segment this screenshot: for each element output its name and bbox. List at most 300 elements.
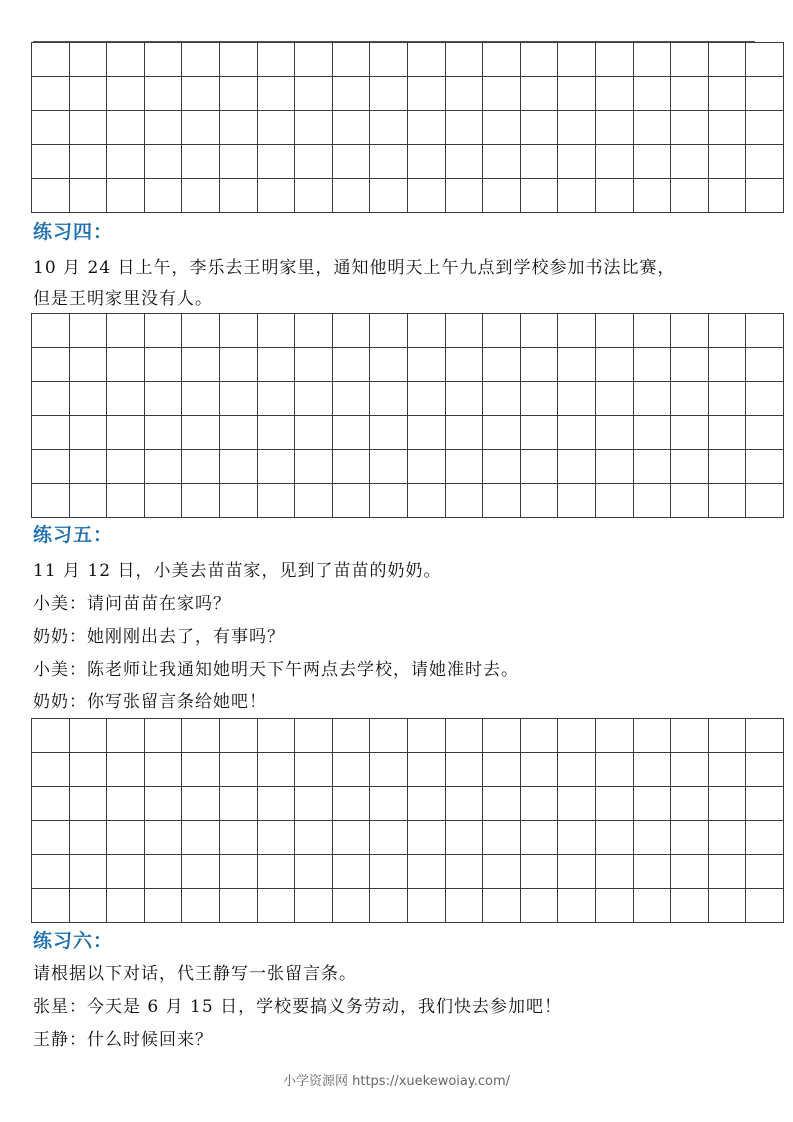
grid-cell[interactable] (370, 111, 408, 145)
grid-cell[interactable] (483, 484, 521, 518)
grid-cell[interactable] (182, 348, 220, 382)
grid-cell[interactable] (370, 179, 408, 213)
grid-cell[interactable] (445, 719, 483, 753)
grid-cell[interactable] (520, 77, 558, 111)
grid-cell[interactable] (332, 889, 370, 923)
grid-cell[interactable] (257, 314, 295, 348)
writing-grid-3[interactable] (31, 718, 784, 923)
grid-cell[interactable] (407, 145, 445, 179)
grid-cell[interactable] (107, 450, 145, 484)
grid-cell[interactable] (746, 855, 784, 889)
grid-cell[interactable] (483, 145, 521, 179)
grid-cell[interactable] (595, 484, 633, 518)
grid-cell[interactable] (257, 787, 295, 821)
grid-cell[interactable] (445, 416, 483, 450)
grid-cell[interactable] (708, 484, 746, 518)
grid-cell[interactable] (107, 753, 145, 787)
grid-cell[interactable] (370, 855, 408, 889)
grid-cell[interactable] (219, 111, 257, 145)
grid-cell[interactable] (107, 145, 145, 179)
grid-cell[interactable] (520, 348, 558, 382)
grid-cell[interactable] (633, 787, 671, 821)
grid-cell[interactable] (671, 43, 709, 77)
grid-cell[interactable] (483, 889, 521, 923)
grid-cell[interactable] (182, 43, 220, 77)
grid-cell[interactable] (107, 43, 145, 77)
grid-cell[interactable] (295, 821, 333, 855)
grid-cell[interactable] (483, 77, 521, 111)
grid-cell[interactable] (69, 416, 107, 450)
grid-cell[interactable] (746, 787, 784, 821)
grid-cell[interactable] (483, 719, 521, 753)
grid-cell[interactable] (69, 111, 107, 145)
grid-cell[interactable] (445, 77, 483, 111)
grid-cell[interactable] (370, 314, 408, 348)
grid-cell[interactable] (182, 314, 220, 348)
grid-cell[interactable] (595, 855, 633, 889)
grid-cell[interactable] (708, 855, 746, 889)
grid-cell[interactable] (633, 314, 671, 348)
grid-cell[interactable] (445, 179, 483, 213)
grid-cell[interactable] (520, 43, 558, 77)
grid-cell[interactable] (445, 821, 483, 855)
grid-cell[interactable] (633, 484, 671, 518)
grid-cell[interactable] (445, 753, 483, 787)
grid-cell[interactable] (445, 484, 483, 518)
grid-cell[interactable] (595, 145, 633, 179)
grid-cell[interactable] (295, 348, 333, 382)
grid-cell[interactable] (483, 787, 521, 821)
grid-cell[interactable] (708, 416, 746, 450)
grid-cell[interactable] (182, 382, 220, 416)
grid-cell[interactable] (144, 787, 182, 821)
grid-cell[interactable] (370, 348, 408, 382)
grid-cell[interactable] (107, 77, 145, 111)
grid-cell[interactable] (595, 348, 633, 382)
grid-cell[interactable] (407, 719, 445, 753)
grid-cell[interactable] (32, 314, 70, 348)
grid-cell[interactable] (32, 450, 70, 484)
grid-cell[interactable] (257, 77, 295, 111)
grid-cell[interactable] (633, 416, 671, 450)
grid-cell[interactable] (558, 855, 596, 889)
grid-cell[interactable] (407, 43, 445, 77)
writing-grid-2[interactable] (31, 313, 784, 518)
grid-cell[interactable] (633, 145, 671, 179)
grid-cell[interactable] (445, 787, 483, 821)
grid-cell[interactable] (407, 855, 445, 889)
grid-cell[interactable] (332, 145, 370, 179)
grid-cell[interactable] (69, 43, 107, 77)
grid-cell[interactable] (144, 450, 182, 484)
grid-cell[interactable] (708, 450, 746, 484)
grid-cell[interactable] (407, 111, 445, 145)
grid-cell[interactable] (558, 484, 596, 518)
grid-cell[interactable] (32, 753, 70, 787)
grid-cell[interactable] (32, 889, 70, 923)
grid-cell[interactable] (708, 77, 746, 111)
grid-cell[interactable] (32, 145, 70, 179)
grid-cell[interactable] (633, 382, 671, 416)
grid-cell[interactable] (633, 111, 671, 145)
grid-cell[interactable] (595, 719, 633, 753)
grid-cell[interactable] (219, 484, 257, 518)
grid-cell[interactable] (558, 111, 596, 145)
grid-cell[interactable] (407, 787, 445, 821)
grid-cell[interactable] (332, 77, 370, 111)
grid-cell[interactable] (257, 855, 295, 889)
grid-cell[interactable] (407, 889, 445, 923)
grid-cell[interactable] (219, 179, 257, 213)
grid-cell[interactable] (69, 821, 107, 855)
grid-cell[interactable] (69, 382, 107, 416)
grid-cell[interactable] (445, 382, 483, 416)
grid-cell[interactable] (144, 43, 182, 77)
grid-cell[interactable] (445, 43, 483, 77)
grid-cell[interactable] (107, 889, 145, 923)
grid-cell[interactable] (332, 111, 370, 145)
grid-cell[interactable] (708, 821, 746, 855)
grid-cell[interactable] (219, 821, 257, 855)
grid-cell[interactable] (144, 348, 182, 382)
grid-cell[interactable] (746, 719, 784, 753)
grid-cell[interactable] (182, 889, 220, 923)
grid-cell[interactable] (370, 889, 408, 923)
grid-cell[interactable] (69, 719, 107, 753)
grid-cell[interactable] (483, 348, 521, 382)
grid-cell[interactable] (182, 111, 220, 145)
grid-cell[interactable] (671, 77, 709, 111)
grid-cell[interactable] (144, 855, 182, 889)
grid-cell[interactable] (445, 450, 483, 484)
grid-cell[interactable] (370, 450, 408, 484)
grid-cell[interactable] (558, 314, 596, 348)
grid-cell[interactable] (558, 348, 596, 382)
grid-cell[interactable] (595, 416, 633, 450)
grid-cell[interactable] (295, 179, 333, 213)
grid-cell[interactable] (144, 111, 182, 145)
grid-cell[interactable] (32, 855, 70, 889)
grid-cell[interactable] (107, 787, 145, 821)
grid-cell[interactable] (746, 145, 784, 179)
grid-cell[interactable] (445, 145, 483, 179)
grid-cell[interactable] (370, 43, 408, 77)
grid-cell[interactable] (483, 416, 521, 450)
grid-cell[interactable] (558, 145, 596, 179)
grid-cell[interactable] (107, 179, 145, 213)
grid-cell[interactable] (69, 450, 107, 484)
grid-cell[interactable] (558, 821, 596, 855)
grid-cell[interactable] (332, 753, 370, 787)
grid-cell[interactable] (558, 179, 596, 213)
grid-cell[interactable] (746, 348, 784, 382)
grid-cell[interactable] (520, 416, 558, 450)
grid-cell[interactable] (558, 416, 596, 450)
grid-cell[interactable] (295, 77, 333, 111)
grid-cell[interactable] (520, 450, 558, 484)
grid-cell[interactable] (708, 382, 746, 416)
grid-cell[interactable] (407, 179, 445, 213)
grid-cell[interactable] (633, 821, 671, 855)
grid-cell[interactable] (257, 179, 295, 213)
grid-cell[interactable] (558, 450, 596, 484)
grid-cell[interactable] (520, 111, 558, 145)
grid-cell[interactable] (295, 484, 333, 518)
grid-cell[interactable] (746, 416, 784, 450)
grid-cell[interactable] (219, 77, 257, 111)
grid-cell[interactable] (671, 787, 709, 821)
grid-cell[interactable] (107, 416, 145, 450)
grid-cell[interactable] (182, 450, 220, 484)
grid-cell[interactable] (32, 179, 70, 213)
grid-cell[interactable] (182, 416, 220, 450)
grid-cell[interactable] (671, 821, 709, 855)
grid-cell[interactable] (595, 314, 633, 348)
grid-cell[interactable] (32, 821, 70, 855)
grid-cell[interactable] (332, 314, 370, 348)
grid-cell[interactable] (746, 450, 784, 484)
grid-cell[interactable] (407, 348, 445, 382)
grid-cell[interactable] (558, 753, 596, 787)
grid-cell[interactable] (671, 450, 709, 484)
grid-cell[interactable] (295, 719, 333, 753)
grid-cell[interactable] (295, 450, 333, 484)
grid-cell[interactable] (370, 416, 408, 450)
grid-cell[interactable] (370, 719, 408, 753)
grid-cell[interactable] (558, 382, 596, 416)
grid-cell[interactable] (32, 719, 70, 753)
grid-cell[interactable] (520, 314, 558, 348)
grid-cell[interactable] (671, 719, 709, 753)
grid-cell[interactable] (633, 889, 671, 923)
grid-cell[interactable] (558, 77, 596, 111)
grid-cell[interactable] (295, 145, 333, 179)
grid-cell[interactable] (407, 484, 445, 518)
grid-cell[interactable] (219, 145, 257, 179)
grid-cell[interactable] (708, 719, 746, 753)
grid-cell[interactable] (708, 314, 746, 348)
grid-cell[interactable] (107, 111, 145, 145)
grid-cell[interactable] (370, 753, 408, 787)
grid-cell[interactable] (107, 719, 145, 753)
grid-cell[interactable] (746, 484, 784, 518)
grid-cell[interactable] (332, 179, 370, 213)
grid-cell[interactable] (708, 348, 746, 382)
grid-cell[interactable] (483, 314, 521, 348)
grid-cell[interactable] (182, 77, 220, 111)
grid-cell[interactable] (445, 348, 483, 382)
grid-cell[interactable] (370, 382, 408, 416)
grid-cell[interactable] (520, 179, 558, 213)
grid-cell[interactable] (257, 348, 295, 382)
grid-cell[interactable] (708, 145, 746, 179)
grid-cell[interactable] (633, 43, 671, 77)
grid-cell[interactable] (407, 314, 445, 348)
grid-cell[interactable] (257, 43, 295, 77)
grid-cell[interactable] (219, 855, 257, 889)
grid-cell[interactable] (332, 855, 370, 889)
grid-cell[interactable] (295, 314, 333, 348)
grid-cell[interactable] (746, 179, 784, 213)
grid-cell[interactable] (182, 855, 220, 889)
grid-cell[interactable] (633, 77, 671, 111)
grid-cell[interactable] (69, 179, 107, 213)
grid-cell[interactable] (407, 450, 445, 484)
grid-cell[interactable] (595, 179, 633, 213)
grid-cell[interactable] (32, 43, 70, 77)
grid-cell[interactable] (633, 719, 671, 753)
grid-cell[interactable] (370, 821, 408, 855)
grid-cell[interactable] (69, 145, 107, 179)
grid-cell[interactable] (595, 382, 633, 416)
grid-cell[interactable] (671, 855, 709, 889)
grid-cell[interactable] (746, 889, 784, 923)
grid-cell[interactable] (69, 314, 107, 348)
grid-cell[interactable] (295, 382, 333, 416)
grid-cell[interactable] (144, 77, 182, 111)
grid-cell[interactable] (708, 111, 746, 145)
grid-cell[interactable] (182, 145, 220, 179)
grid-cell[interactable] (595, 753, 633, 787)
grid-cell[interactable] (520, 889, 558, 923)
grid-cell[interactable] (332, 821, 370, 855)
grid-cell[interactable] (370, 787, 408, 821)
grid-cell[interactable] (483, 43, 521, 77)
grid-cell[interactable] (69, 855, 107, 889)
grid-cell[interactable] (219, 43, 257, 77)
grid-cell[interactable] (69, 348, 107, 382)
grid-cell[interactable] (445, 889, 483, 923)
grid-cell[interactable] (483, 382, 521, 416)
grid-cell[interactable] (32, 484, 70, 518)
grid-cell[interactable] (219, 314, 257, 348)
grid-cell[interactable] (671, 348, 709, 382)
grid-cell[interactable] (595, 821, 633, 855)
grid-cell[interactable] (219, 450, 257, 484)
grid-cell[interactable] (671, 382, 709, 416)
grid-cell[interactable] (107, 382, 145, 416)
grid-cell[interactable] (182, 787, 220, 821)
grid-cell[interactable] (671, 484, 709, 518)
grid-cell[interactable] (332, 719, 370, 753)
grid-cell[interactable] (595, 111, 633, 145)
grid-cell[interactable] (107, 484, 145, 518)
grid-cell[interactable] (595, 450, 633, 484)
grid-cell[interactable] (445, 314, 483, 348)
grid-cell[interactable] (144, 821, 182, 855)
grid-cell[interactable] (520, 787, 558, 821)
grid-cell[interactable] (32, 787, 70, 821)
grid-cell[interactable] (332, 484, 370, 518)
grid-cell[interactable] (671, 111, 709, 145)
grid-cell[interactable] (671, 179, 709, 213)
grid-cell[interactable] (671, 416, 709, 450)
grid-cell[interactable] (219, 348, 257, 382)
grid-cell[interactable] (69, 753, 107, 787)
grid-cell[interactable] (520, 855, 558, 889)
grid-cell[interactable] (558, 787, 596, 821)
grid-cell[interactable] (182, 753, 220, 787)
grid-cell[interactable] (144, 889, 182, 923)
grid-cell[interactable] (257, 111, 295, 145)
grid-cell[interactable] (257, 719, 295, 753)
grid-cell[interactable] (558, 43, 596, 77)
grid-cell[interactable] (520, 484, 558, 518)
grid-cell[interactable] (671, 889, 709, 923)
grid-cell[interactable] (708, 753, 746, 787)
grid-cell[interactable] (295, 416, 333, 450)
grid-cell[interactable] (144, 719, 182, 753)
writing-grid-1[interactable] (31, 42, 784, 213)
grid-cell[interactable] (370, 145, 408, 179)
grid-cell[interactable] (633, 179, 671, 213)
grid-cell[interactable] (746, 382, 784, 416)
grid-cell[interactable] (671, 314, 709, 348)
grid-cell[interactable] (671, 145, 709, 179)
grid-cell[interactable] (107, 314, 145, 348)
grid-cell[interactable] (746, 821, 784, 855)
grid-cell[interactable] (746, 753, 784, 787)
grid-cell[interactable] (520, 145, 558, 179)
grid-cell[interactable] (295, 889, 333, 923)
grid-cell[interactable] (595, 787, 633, 821)
grid-cell[interactable] (633, 348, 671, 382)
grid-cell[interactable] (257, 145, 295, 179)
grid-cell[interactable] (182, 484, 220, 518)
grid-cell[interactable] (257, 889, 295, 923)
grid-cell[interactable] (558, 719, 596, 753)
grid-cell[interactable] (295, 855, 333, 889)
grid-cell[interactable] (69, 77, 107, 111)
grid-cell[interactable] (32, 111, 70, 145)
grid-cell[interactable] (219, 416, 257, 450)
grid-cell[interactable] (32, 77, 70, 111)
grid-cell[interactable] (746, 314, 784, 348)
grid-cell[interactable] (746, 77, 784, 111)
grid-cell[interactable] (257, 753, 295, 787)
grid-cell[interactable] (144, 179, 182, 213)
grid-cell[interactable] (483, 753, 521, 787)
grid-cell[interactable] (407, 821, 445, 855)
grid-cell[interactable] (708, 787, 746, 821)
grid-cell[interactable] (708, 179, 746, 213)
grid-cell[interactable] (69, 889, 107, 923)
grid-cell[interactable] (144, 382, 182, 416)
grid-cell[interactable] (219, 382, 257, 416)
grid-cell[interactable] (332, 416, 370, 450)
grid-cell[interactable] (332, 348, 370, 382)
grid-cell[interactable] (407, 77, 445, 111)
grid-cell[interactable] (219, 787, 257, 821)
grid-cell[interactable] (332, 787, 370, 821)
grid-cell[interactable] (332, 43, 370, 77)
grid-cell[interactable] (483, 179, 521, 213)
grid-cell[interactable] (483, 111, 521, 145)
grid-cell[interactable] (520, 821, 558, 855)
grid-cell[interactable] (370, 77, 408, 111)
grid-cell[interactable] (69, 787, 107, 821)
grid-cell[interactable] (144, 484, 182, 518)
grid-cell[interactable] (32, 416, 70, 450)
grid-cell[interactable] (558, 889, 596, 923)
grid-cell[interactable] (483, 855, 521, 889)
grid-cell[interactable] (746, 43, 784, 77)
grid-cell[interactable] (107, 348, 145, 382)
grid-cell[interactable] (407, 753, 445, 787)
grid-cell[interactable] (107, 821, 145, 855)
grid-cell[interactable] (144, 145, 182, 179)
grid-cell[interactable] (520, 719, 558, 753)
